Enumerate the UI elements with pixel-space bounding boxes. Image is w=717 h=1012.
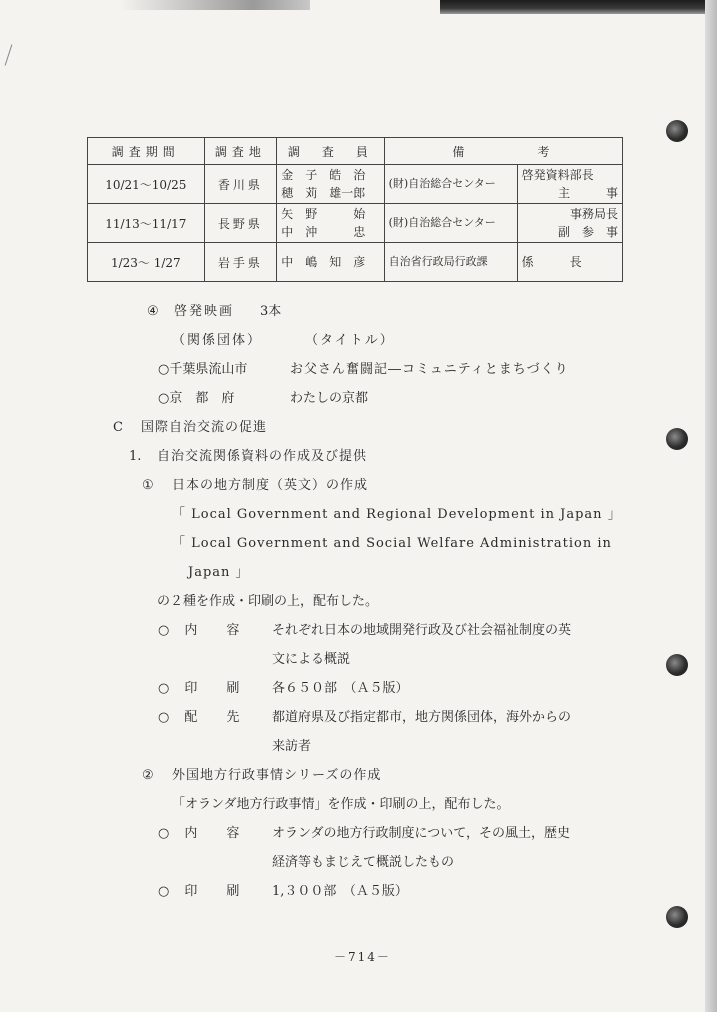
header-place: 調査地 [204, 138, 277, 165]
item-note: の２種を作成・印刷の上，配布した。 [157, 594, 379, 609]
member-name: 金 子 皓 治 [281, 168, 366, 182]
page-number: －714－ [334, 950, 391, 964]
table-row [88, 204, 623, 243]
table-row [88, 165, 623, 204]
binder-ring-icon [666, 120, 688, 142]
period-cell: 10/21〜10/25 [88, 165, 205, 204]
document-title-cont: Japan 」 [188, 565, 250, 580]
detail-value-cont: 来訪者 [272, 739, 312, 754]
detail-label: ○ 配 先 [158, 710, 241, 725]
role-cell [517, 204, 622, 243]
film-org: ○千葉県流山市 [158, 362, 248, 377]
header-members: 調 査 員 [277, 138, 384, 165]
item-note: 「オランダ地方行政事情」を作成・印刷の上，配布した。 [172, 797, 510, 812]
members-cell [277, 243, 384, 282]
item-number: ① [142, 478, 154, 493]
member-name: 矢 野 始 [281, 207, 366, 221]
binder-edge [705, 0, 717, 1012]
document-title: 「 Local Government and Social Welfare Administration in [172, 536, 612, 551]
table-header-row [88, 138, 623, 165]
detail-label: ○ 印 刷 [158, 681, 241, 696]
org-cell [384, 243, 517, 282]
binder-ring-icon [666, 906, 688, 928]
pencil-mark [5, 44, 13, 65]
member-name: 中 嶋 知 彦 [281, 255, 366, 269]
member-name: 中 沖 忠 [281, 225, 366, 239]
place-cell: 岩手県 [204, 243, 277, 282]
org-cell [384, 165, 517, 204]
org-cell [384, 204, 517, 243]
subsection-number: 1. [129, 449, 142, 464]
org-name: (財)自治総合センター [388, 216, 496, 229]
section-label: C [113, 420, 123, 435]
film-count: 3本 [260, 304, 282, 319]
detail-value-cont: 経済等もまじえて概説したもの [272, 855, 455, 870]
role-cell [517, 243, 622, 282]
detail-value-cont: 文による概説 [272, 652, 351, 667]
role: 副 参 事 [557, 225, 618, 239]
detail-value: 都道府県及び指定都市，地方関係団体，海外からの [272, 710, 572, 725]
members-cell [277, 204, 384, 243]
detail-value: 1,３００部 （Ａ５版） [272, 884, 408, 899]
item-number: ② [142, 768, 154, 783]
place-cell: 長野県 [204, 204, 277, 243]
role: 主 事 [557, 186, 618, 200]
role: 事務局長 [569, 207, 618, 221]
header-remarks: 備 考 [384, 138, 622, 165]
subsection-title: 自治交流関係資料の作成及び提供 [157, 449, 368, 464]
survey-table [87, 137, 623, 282]
role-cell [517, 165, 622, 204]
film-title: お父さん奮闘記―コミュニティとまちづくり [290, 362, 569, 377]
column-heading: （関係団体） [172, 333, 263, 348]
role: 啓発資料部長 [521, 168, 594, 182]
table-row [88, 243, 623, 282]
header-period: 調査期間 [88, 138, 205, 165]
detail-value: オランダの地方行政制度について，その風土，歴史 [272, 826, 570, 841]
org-name: (財)自治総合センター [388, 177, 496, 190]
item-title: 日本の地方制度（英文）の作成 [172, 478, 369, 493]
role: 係 長 [521, 255, 582, 269]
period-cell: 11/13〜11/17 [88, 204, 205, 243]
members-cell [277, 165, 384, 204]
film-org: ○京 都 府 [158, 391, 235, 406]
film-title: わたしの京都 [290, 391, 369, 406]
scan-shadow-top-right [440, 0, 717, 14]
period-cell: 1/23〜 1/27 [88, 243, 205, 282]
section-title: 国際自治交流の促進 [141, 420, 268, 435]
scan-shadow-top [120, 0, 310, 10]
detail-label: ○ 内 容 [158, 623, 241, 638]
item-title: 外国地方行政事情シリーズの作成 [172, 768, 382, 783]
document-title: 「 Local Government and Regional Development in Japan 」 [172, 507, 622, 522]
place-cell: 香川県 [204, 165, 277, 204]
section-title: 啓発映画 [174, 304, 235, 319]
member-name: 穂 苅 雄一郎 [281, 186, 366, 200]
detail-value: 各６５０部 （Ａ５版） [272, 681, 409, 696]
detail-value: それぞれ日本の地域開発行政及び社会福祉制度の英 [272, 623, 572, 638]
column-heading: （タイトル） [305, 333, 395, 348]
org-name: 自治省行政局行政課 [388, 255, 488, 268]
binder-ring-icon [666, 654, 688, 676]
detail-label: ○ 内 容 [158, 826, 241, 841]
detail-label: ○ 印 刷 [158, 884, 241, 899]
item-number: ④ [147, 304, 159, 319]
binder-ring-icon [666, 428, 688, 450]
